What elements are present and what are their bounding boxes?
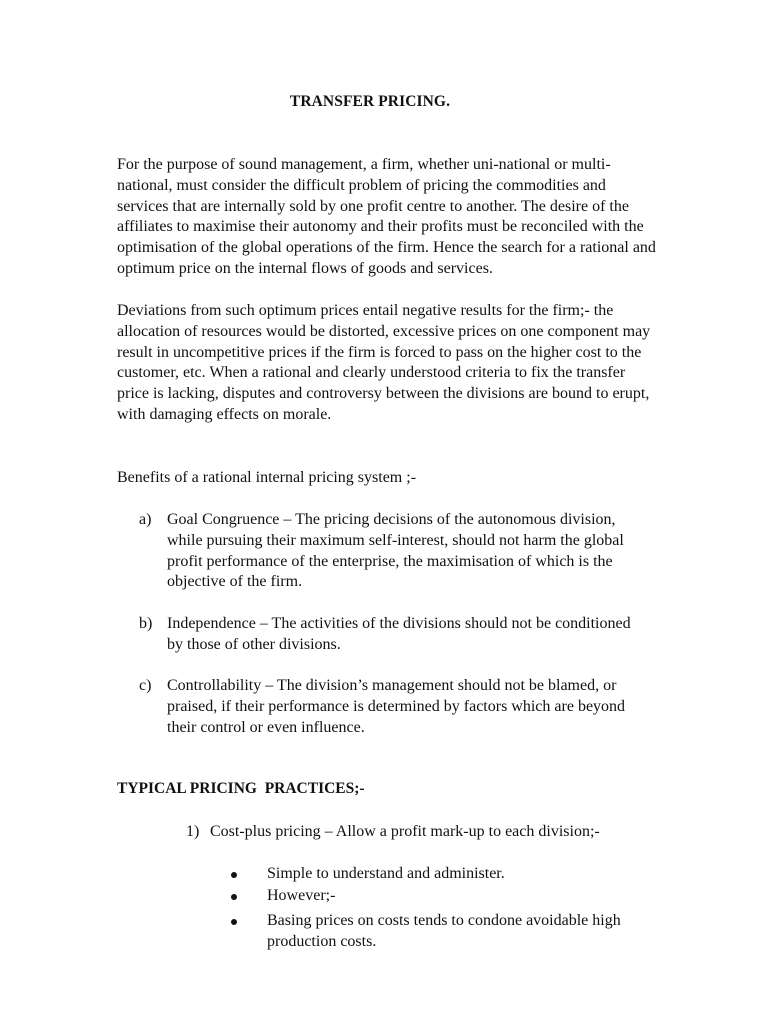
list-marker: b) — [139, 615, 153, 632]
bullet-icon — [231, 919, 237, 925]
list-marker: c) — [139, 677, 152, 694]
intro-paragraph: For the purpose of sound management, a firm, whether uni-national or multi-national, must consider the difficult problem of pricing the commodities and services that are internally sold by one profit centre to another. The desire of the affiliates to maximise their autonomy and their profits must be reconciled with the optimisation of the global operations of the firm. Hence the search for a rational and optimum price on the internal flows of goods and services. — [117, 156, 656, 277]
benefit-text: Independence – The activities of the divisions should not be conditioned by those of other divisions. — [167, 615, 631, 653]
benefit-text: Goal Congruence – The pricing decisions of the autonomous division, while pursuing their maximum self-interest, should not harm the global profit performance of the enterprise, the maximisation of which is the objective of the firm. — [167, 511, 624, 591]
bullet-text: Simple to understand and administer. — [267, 865, 505, 882]
bullet-text: However;- — [267, 887, 336, 904]
list-marker: a) — [139, 511, 152, 528]
list-marker: 1) — [186, 823, 200, 840]
bullet-icon — [231, 872, 237, 878]
practice-text: Cost-plus pricing – Allow a profit mark-up to each division;- — [210, 823, 600, 840]
bullet-text: Basing prices on costs tends to condone avoidable high production costs. — [267, 912, 621, 950]
benefit-text: Controllability – The division’s management should not be blamed, or praised, if their performance is determined by factors which are beyond their control or even influence. — [167, 677, 626, 736]
document-title: TRANSFER PRICING. — [289, 93, 451, 110]
practices-heading: TYPICAL PRICING PRACTICES;- — [117, 780, 365, 797]
benefits-heading: Benefits of a rational internal pricing system ;- — [117, 469, 417, 486]
bullet-icon — [231, 894, 237, 900]
deviation-paragraph: Deviations from such optimum prices entail negative results for the firm;- the allocation of resources would be distorted, excessive prices on one component may result in uncompetitive prices if the firm is forced to pass on the higher cost to the customer, etc. When a rational and clearly understood criteria to fix the transfer price is lacking, disputes and controversy between the divisions are bound to erupt, with damaging effects on morale. — [117, 302, 651, 423]
